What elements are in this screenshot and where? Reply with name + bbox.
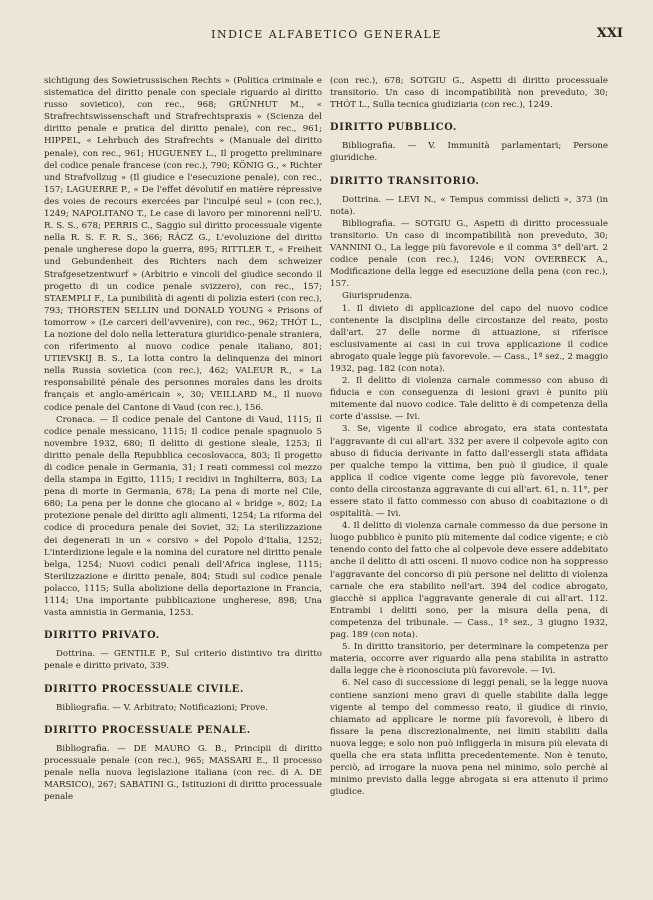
section-heading: DIRITTO PUBBLICO. <box>330 122 457 134</box>
right-column <box>330 75 608 798</box>
running-title: INDICE ALFABETICO GENERALE <box>211 28 442 41</box>
index-entry: sichtigung des Sowietrussischen Rechts » (Politica criminale e sistematica del diritto penale con speciale riguardo al diritto russo sovietico), con rec., 968; GRÜNHUT M., « Strafrechtswissenschaft und Strafrechtspraxis » (Scienza del diritto penale e pratica del diritto penale), con rec., 961; HIPPEL, « Lehrbuch des Strafrechts » (Manuale del diritto penale), con rec., 961; HUGUENEY L., Il progetto preliminare del codice penale francese (con rec.), 790; KÖNIG G., « Richter und Strafvollzug » (Il giudice e l'esecuzione penale), con rec., 157; LAGUERRE P., « De l'effet dévolutif en matière répressive des voies de recours exercées par l'inculpé seul » (con rec.), 1249; NAPOLITANO T., Le case di lavoro per minorenni nell'U. R. S. S., 678; PERRIS C., Saggio sul diritto processuale vigente nella R. S. F. R. S., 366; RÁCZ G., L'evoluzione del diritto penale ungherese dopo la guerra, 895; RITTLER T., « Freiheit und Gebundenheit des Richters nach dem schweizer Strafgesetzentwurf » (Arbitrio e vincoli del giudice secondo il progetto di un codice penale svizzero), con rec., 157; STAEMPLI F., La punibilità di agenti di polizia esteri (con rec.), 793; THORSTEN SELLIN und DONALD YOUNG « Prisons of tomorrow » (Le carceri dell'avvenire), con rec., 962; THÓT L., La nozione del dolo nella letteratura giuridico-penale straniera, con riferimento al nuovo codice penale italiano, 801; UTIEVSKIJ B. S., La lotta contro la delinquenza dei minori nella Russia sovietica (con rec.), 462; VALEUR R., « La responsabilité pénale des personnes morales dans les droits français et anglo-américain », 30; VEILLARD M., Il nuovo codice penale del Cantone di Vaud (con rec.), 156. <box>44 76 322 413</box>
page-number: XXI <box>596 26 623 41</box>
index-entry: 4. Il delitto di violenza carnale commesso da due persone in luogo pubblico è punito più mitemente dal codice vigente; e ciò tenendo conto del fatto che al colpevole deve essere addebitato anche il delitto di atti osceni. Il nuovo codice non ha soppresso l'aggravante del concorso di più persone nel delitto di violenza carnale che era stabilito nell'art. 394 del codice abrogato, giacchè si applica l'aggravante generale di cui all'art. 112. Entrambi i delitti sono, per la misura della pena, di competenza del tribunale. — Cass., 1ª sez., 3 giugno 1932, pag. 189 (con nota). <box>330 521 608 641</box>
index-entry: Bibliografia. — V. Arbitrato; Notificazioni; Prove. <box>56 702 268 713</box>
index-entry: Cronaca. — Il codice penale del Cantone di Vaud, 1115; Il codice penale messicano, 1115; Il codice penale spagnuolo 5 novembre 1932, 680; Il delitto di gestione sleale, 1253; Il diritto penale della Repubblica cecoslovacca, 803; Il progetto di codice penale in Germania, 31; I reati commessi col mezzo della stampa in Egitto, 1115; I recidivi in Inghilterra, 803; La pena di morte in Germania, 678; La pena di morte nel Cile, 680; La pena per le donne che giocano al « bridge », 802; La protezione penale del diritto agli alimenti, 1254; La riforma del codice di procedura penale dei Soviet, 32; La sterilizzazione dei degenerati in un « corsivo » del Popolo d'Italia, 1252; L'interdizione legale e la nomina del curatore nel diritto penale belga, 1254; Nuovi codici penali dell'Africa inglese, 1115; Sterilizzazione e diritto penale, 804; Studi sul codice penale polacco, 1115; Sulla abolizione della deportazione in Francia, 1114; Una importante pubblicazione ungherese, 898; Una vasta amnistia in Germania, 1253. <box>44 414 322 619</box>
index-entry: Giurisprudenza. <box>342 291 413 302</box>
section-heading: DIRITTO TRANSITORIO. <box>330 175 480 187</box>
index-entry: Bibliografia. — V. Immunità parlamentari; Persone giuridiche. <box>330 141 608 164</box>
index-entry: 2. Il delitto di violenza carnale commesso con abuso di fiducia e con conseguenza di lesioni gravi è punito più mitemente dal nuovo codice. Tale delitto è di competenza della corte d'assise. — Ivi. <box>330 376 608 423</box>
index-entry: 5. In diritto transitorio, per determinare la competenza per materia, occorre aver riguardo alla pena stabilita in astratto dalla legge che è riconosciuta più favorevole. — Ivi. <box>330 642 608 677</box>
index-entry: 6. Nel caso di successione di leggi penali, se la legge nuova contiene sanzioni meno gravi di quelle stabilite dalla legge vigente al tempo del commesso reato, il giudice di rinvio, chiamato ad applicare le norme più favorevoli, è libero di fissare la pena discrezionalmente, nei limiti stabiliti dalla nuova legge; e solo non può infliggerla in misura più elevata di quella che era stata inflitta precedentemente. Non è tenuto, perciò, ad irrogare la nuova pena nel minimo, solo perchè al minimo previsto dalla legge abrogata si era attenuto il primo giudice. <box>330 678 608 798</box>
section-heading: DIRITTO PROCESSUALE PENALE. <box>44 724 251 736</box>
running-header <box>0 22 653 46</box>
index-entry: 3. Se, vigente il codice abrogato, era stata contestata l'aggravante di cui all'art. 332 per avere il colpevole agito con abuso di fiducia derivante in fatto dall'essergli stata affidata per qualche tempo la vittima, ben può il giudice, il quale applica il codice vigente come legge più favorevole, tener conto della circostanza aggravante di cui all'art. 61, n. 11°, per essere stato il fatto commesso con abuso di coabitazione o di ospitalità. — Ivi. <box>330 424 608 520</box>
section-heading: DIRITTO PROCESSUALE CIVILE. <box>44 683 245 695</box>
section-heading: DIRITTO PRIVATO. <box>44 630 160 642</box>
index-entry: Bibliografia. — SOTGIU G., Aspetti di diritto processuale transitorio. Un caso di incompatibilità non preveduto, 30; VANNINI O., La legge più favorevole e il comma 3° dell'art. 2 codice penale (con rec.), 1246; VON OVERBECK A., Modificazione della legge ed esecuzione della pena (con rec.), 157. <box>330 218 608 290</box>
index-entry: (con rec.), 678; SOTGIU G., Aspetti di diritto processuale transitorio. Un caso di incompatibilità non preveduto, 30; THÓT L., Sulla tecnica giudiziaria (con rec.), 1249. <box>330 76 608 111</box>
index-entry: Dottrina. — LEVI N., « Tempus commissi delicti », 373 (in nota). <box>330 194 608 217</box>
index-entry: Dottrina. — GENTILE P., Sul criterio distintivo tra diritto penale e diritto privato, 339. <box>44 649 322 672</box>
index-entry: 1. Il divieto di applicazione del capo del nuovo codice contenente la disciplina delle circostanze del reato, posto dall'art. 27 delle norme di attuazione, si riferisce esclusivamente ai casi in cui trova applicazione il codice abrogato quale legge più favorevole. — Cass., 1ª sez., 2 maggio 1932, pag. 182 (con nota). <box>330 303 608 374</box>
left-column <box>44 75 322 803</box>
index-entry: Bibliografia. — DE MAURO G. B., Principii di diritto processuale penale (con rec.), 965; MASSARI E., Il processo penale nella nuova legislazione italiana (con rec. di A. DE MARSICO), 267; SABATINI G., Istituzioni di diritto processuale penale <box>44 743 322 803</box>
